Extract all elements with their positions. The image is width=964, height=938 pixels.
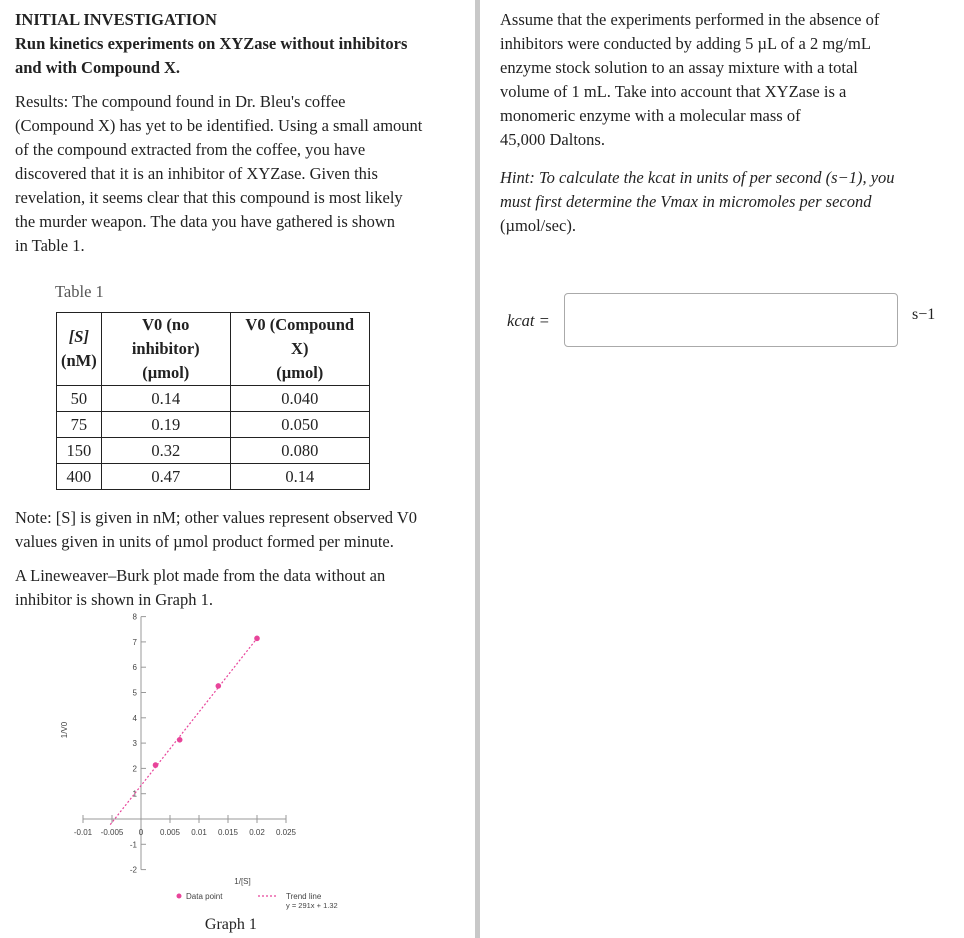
y-tick-label: 5 [132,688,137,698]
section-subheading-2: and with Compound X. [15,58,181,77]
y-tick-label: -1 [129,840,137,850]
x-tick-label: 0 [138,828,144,837]
kcat-label: kcat = [507,311,550,330]
col-header-v0-no: V0 (no inhibitor) (µmol) [101,313,230,386]
kcat-answer-row [500,293,964,353]
results-text: (Compound X) has yet to be identified. Using a small amount [15,116,423,135]
assumption-text: Assume that the experiments performed in the absence of [500,10,880,29]
results-text: Results: The compound found in Dr. Bleu's coffee [15,92,346,111]
note-text-2: values given in units of µmol product formed per minute. [15,532,394,551]
x-tick-label: 0.02 [249,828,265,837]
hint-text-3: (µmol/sec). [500,216,576,235]
table-caption: Table 1 [55,282,104,301]
col-header-v0-x: V0 (Compound X) (µmol) [230,313,369,386]
lb-text: A Lineweaver–Burk plot made from the data without an [15,566,386,585]
y-axis-label: 1/V0 [60,721,69,739]
table-row: 75 0.19 0.050 [57,412,370,438]
data-point [216,683,222,689]
y-tick-label: -2 [129,865,137,875]
section-heading: INITIAL INVESTIGATION [15,10,217,29]
y-tick-label: 6 [132,663,137,673]
table-row: 400 0.47 0.14 [57,464,370,490]
data-point [153,762,159,768]
x-tick-label: 0.025 [275,828,297,837]
section-subheading: Run kinetics experiments on XYZase without inhibitors [15,34,408,53]
results-text: revelation, it seems clear that this compound is most likely [15,188,403,207]
panel-divider [475,0,480,938]
y-tick-label: 1 [132,789,137,799]
y-tick-label: 2 [132,764,137,774]
results-text: of the compound extracted from the coffee, you have [15,140,366,159]
kcat-input[interactable] [564,293,898,347]
col-header-s: [S] (nM) [57,313,102,386]
x-tick-label: 0.005 [159,828,181,837]
hint-text: Hint: To calculate the kcat in units of per second (s−1), you [500,168,895,187]
x-tick-label: -0.005 [100,828,124,837]
lb-text-2: inhibitor is shown in Graph 1. [15,590,213,609]
assumption-text: enzyme stock solution to an assay mixture with a total [500,58,858,77]
left-panel [15,8,470,933]
legend-trend-equation: y = 291x + 1.32 [286,901,338,910]
right-panel [500,8,940,330]
y-tick-label: 3 [132,739,137,749]
y-tick-label: 7 [132,637,137,647]
x-tick-label: -0.01 [73,828,93,837]
lineweaver-burk-chart [15,612,355,938]
y-tick-label: 4 [132,713,137,723]
y-tick-label: 8 [132,612,137,622]
note-text: Note: [S] is given in nM; other values represent observed V0 [15,508,418,527]
legend-point-label: Data point [186,892,223,901]
kcat-unit: s−1 [912,306,936,323]
results-text: the murder weapon. The data you have gathered is shown [15,212,395,231]
chart-title: Graph 1 [204,916,257,933]
results-text: discovered that it is an inhibitor of XYZase. Given this [15,164,378,183]
results-text: in Table 1. [15,236,85,255]
x-axis-label: 1/[S] [234,877,251,886]
data-point [177,737,183,743]
legend-point-marker [177,894,182,899]
x-tick-label: 0.015 [217,828,239,837]
assumption-text: volume of 1 mL. Take into account that XYZase is a [500,82,847,101]
table-row: 50 0.14 0.040 [57,386,370,412]
assumption-text: monomeric enzyme with a molecular mass of [500,106,801,125]
hint-text-2: must first determine the Vmax in micromoles per second [500,192,872,211]
kinetics-table [56,312,370,490]
data-point [254,636,260,642]
legend-trend-label: Trend line [286,892,322,901]
assumption-text: inhibitors were conducted by adding 5 µL of a 2 mg/mL [500,34,871,53]
x-tick-label: 0.01 [191,828,207,837]
table-row: 150 0.32 0.080 [57,438,370,464]
assumption-text: 45,000 Daltons. [500,130,605,149]
